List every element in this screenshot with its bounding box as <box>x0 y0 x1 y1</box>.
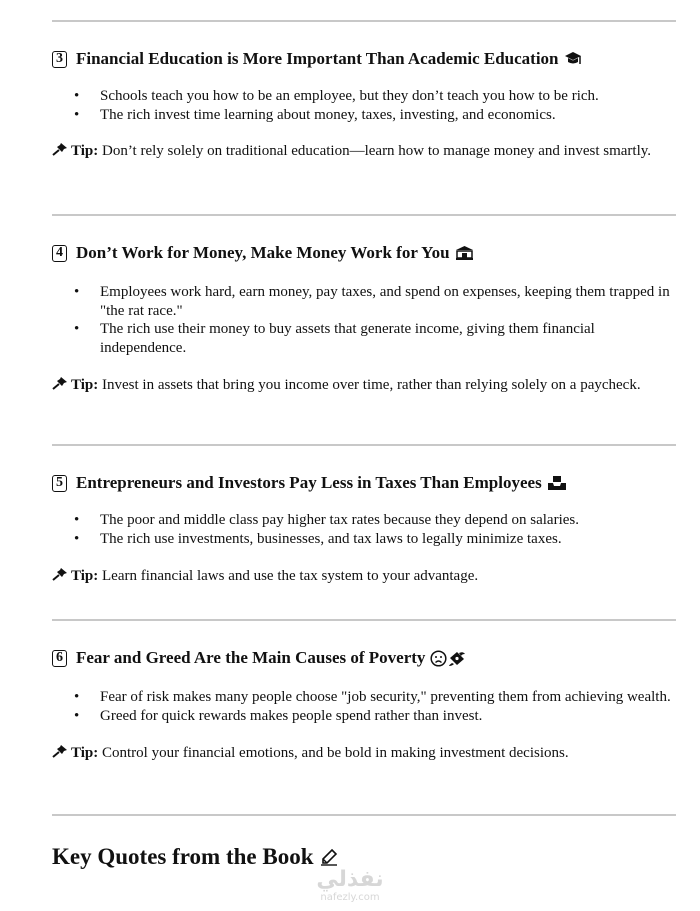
section-title: Financial Education is More Important Than Academic Education <box>76 49 559 68</box>
pushpin-icon <box>52 744 68 764</box>
divider <box>52 814 676 816</box>
section-heading <box>52 48 676 70</box>
section-number: 6 <box>52 650 67 667</box>
section-number: 5 <box>52 475 67 492</box>
bullet-list <box>52 87 676 124</box>
list-item: • Schools teach you how to be an employee, but they don’t teach you how to be rich. <box>52 87 680 106</box>
list-item: • The rich invest time learning about money, taxes, investing, and economics. <box>52 106 680 125</box>
quotes-heading <box>52 842 338 872</box>
watermark <box>300 868 400 904</box>
list-item: • Employees work hard, earn money, pay taxes, and spend on expenses, keeping them trapped in "the rat race." <box>52 283 680 320</box>
section-title: Entrepreneurs and Investors Pay Less in Taxes Than Employees <box>76 473 542 492</box>
tip-text: Control your financial emotions, and be bold in making investment decisions. <box>102 745 569 761</box>
worried-face-icon <box>430 650 447 667</box>
tip-label: Tip: <box>71 745 99 761</box>
watermark-latin: nafezly.com <box>320 892 380 903</box>
money-with-wings-icon <box>448 650 466 667</box>
tip-label: Tip: <box>71 568 99 584</box>
list-item: • The rich use investments, businesses, and tax laws to legally minimize taxes. <box>52 530 680 549</box>
quotes-heading-text: Key Quotes from the Book <box>52 844 314 869</box>
tip-text: Invest in assets that bring you income over time, rather than relying solely on a paycheck. <box>102 377 641 393</box>
tip <box>52 376 676 396</box>
pushpin-icon <box>52 376 68 396</box>
section-heading <box>52 242 676 264</box>
pushpin-icon <box>52 142 68 162</box>
divider <box>52 444 676 446</box>
tip-label: Tip: <box>71 377 99 393</box>
list-item: • Greed for quick rewards makes people spend rather than invest. <box>52 707 680 726</box>
graduation-cap-icon <box>564 51 582 67</box>
section-6 <box>52 647 676 764</box>
divider <box>52 214 676 216</box>
section-title: Don’t Work for Money, Make Money Work for You <box>76 243 450 262</box>
list-item: • The rich use their money to buy assets that generate income, giving them financial independence. <box>52 320 680 357</box>
divider <box>52 619 676 621</box>
tip <box>52 744 676 764</box>
list-item: • Fear of risk makes many people choose "job security," preventing them from achieving wealth. <box>52 688 680 707</box>
tip <box>52 142 676 162</box>
section-3 <box>52 48 676 162</box>
section-title: Fear and Greed Are the Main Causes of Poverty <box>76 648 426 667</box>
writing-hand-icon <box>320 848 338 866</box>
divider <box>52 20 676 22</box>
watermark-arabic: نفذلي <box>316 867 384 892</box>
bullet-list <box>52 283 676 357</box>
section-number: 4 <box>52 245 67 262</box>
section-4 <box>52 242 676 396</box>
bullet-list <box>52 688 676 725</box>
bullet-list <box>52 511 676 548</box>
section-number: 3 <box>52 51 67 68</box>
section-heading <box>52 647 676 669</box>
list-item: • The poor and middle class pay higher tax rates because they depend on salaries. <box>52 511 680 530</box>
bank-icon <box>455 245 474 261</box>
tip <box>52 567 676 587</box>
tip-text: Don’t rely solely on traditional education—learn how to manage money and invest smartly. <box>102 143 652 159</box>
tip-text: Learn financial laws and use the tax system to your advantage. <box>102 568 479 584</box>
section-5 <box>52 472 676 587</box>
tip-label: Tip: <box>71 143 99 159</box>
pushpin-icon <box>52 567 68 587</box>
section-heading <box>52 472 676 494</box>
inbox-tray-icon <box>547 475 567 491</box>
